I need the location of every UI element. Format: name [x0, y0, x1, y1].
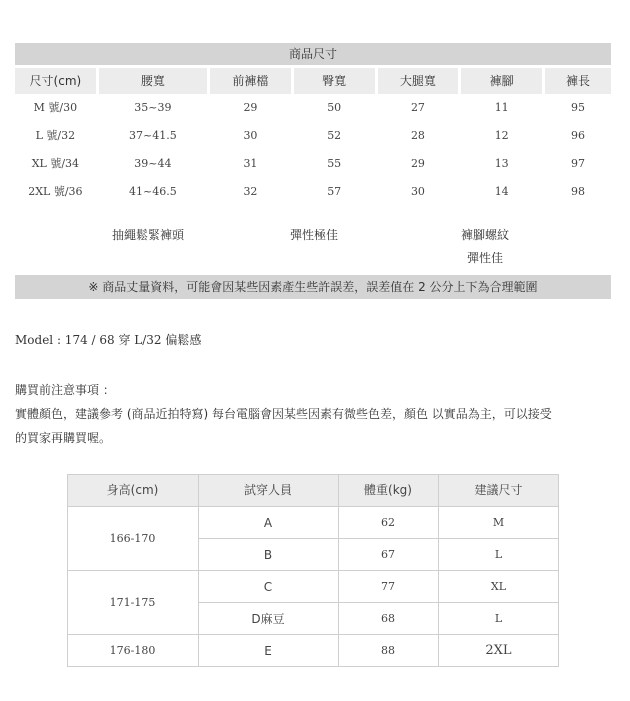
- table-cell: 31: [243, 157, 258, 170]
- table-cell: 29: [243, 101, 258, 114]
- table-cell: 2XL 號/36: [28, 185, 83, 198]
- table-cell: 95: [571, 101, 586, 114]
- header-waist: 腰寬: [99, 68, 207, 94]
- fit-size: 2XL: [485, 643, 512, 658]
- size-table-title: 商品尺寸: [15, 43, 611, 65]
- height-group: 171-175: [109, 596, 156, 609]
- height-group: 176-180: [109, 644, 156, 657]
- feature-elasticity: 彈性極佳: [289, 228, 338, 242]
- table-cell: 55: [327, 157, 342, 170]
- fit-header-weight: 體重(kg): [364, 483, 412, 497]
- table-cell: M 號/30: [33, 101, 78, 114]
- header-hip: 臀寬: [294, 68, 375, 94]
- table-cell: 28: [410, 129, 425, 142]
- fit-header-size: 建議尺寸: [474, 483, 523, 497]
- table-cell: XL 號/34: [31, 157, 80, 170]
- table-row: [15, 94, 611, 122]
- fit-weight: 62: [381, 516, 395, 529]
- feature-cuff-line2: 彈性佳: [466, 251, 503, 265]
- measurement-disclaimer: ※ 商品丈量資料，可能會因某些因素產生些許誤差，誤差值在 2 公分上下為合理範圍: [15, 275, 611, 299]
- table-cell: 13: [494, 157, 509, 170]
- feature-waist: 抽繩鬆緊褲頭: [111, 228, 184, 242]
- table-cell: 37~41.5: [129, 129, 177, 142]
- table-cell: 52: [327, 129, 342, 142]
- header-thigh: 大腿寬: [378, 68, 459, 94]
- size-table-header: [15, 68, 611, 94]
- model-info: Model : 174 / 68 穿 L/32 偏鬆感: [15, 333, 202, 347]
- fit-person: A: [263, 516, 273, 530]
- table-cell: 98: [571, 185, 586, 198]
- fit-size: L: [494, 548, 503, 561]
- table-cell: 11: [494, 101, 509, 114]
- header-size: 尺寸(cm): [15, 68, 96, 94]
- fit-person: D麻豆: [251, 612, 285, 626]
- table-cell: 27: [410, 101, 425, 114]
- header-hem: 褲腳: [461, 68, 542, 94]
- table-cell: 96: [571, 129, 586, 142]
- table-cell: 14: [494, 185, 509, 198]
- notice-title: 購買前注意事項 ：: [15, 383, 115, 397]
- table-row: [15, 178, 611, 206]
- table-row: [15, 150, 611, 178]
- feature-cuff-line1: 褲腳螺紋: [460, 228, 509, 242]
- table-cell: 41~46.5: [129, 185, 177, 198]
- fit-weight: 77: [381, 580, 395, 593]
- fit-table: [67, 474, 559, 667]
- notice-line-1: 實體顏色，建議參考 (商品近拍特寫) 每台電腦會因某些因素有微些色差，顏色 以實品為主，可以接受: [15, 407, 552, 421]
- fit-person: E: [264, 644, 272, 658]
- fit-weight: 68: [381, 612, 395, 625]
- fit-size: XL: [490, 580, 507, 593]
- table-cell: 97: [571, 157, 586, 170]
- fit-header-person: 試穿人員: [243, 483, 292, 497]
- fit-size: L: [494, 612, 503, 625]
- notice-line-2: 的買家再購買喔。: [15, 431, 112, 445]
- table-cell: 35~39: [134, 101, 172, 114]
- fit-weight: 88: [381, 644, 395, 657]
- table-row: [15, 122, 611, 150]
- height-group: 166-170: [109, 532, 156, 545]
- table-cell: 30: [410, 185, 425, 198]
- table-cell: L 號/32: [35, 129, 76, 142]
- fit-person: B: [263, 548, 273, 562]
- fit-header-height: 身高(cm): [106, 483, 159, 497]
- table-cell: 32: [243, 185, 258, 198]
- table-cell: 30: [243, 129, 258, 142]
- table-cell: 12: [494, 129, 509, 142]
- fit-size: M: [492, 516, 505, 529]
- table-cell: 29: [410, 157, 425, 170]
- fit-person: C: [263, 580, 273, 594]
- table-cell: 57: [327, 185, 342, 198]
- fit-weight: 67: [381, 548, 395, 561]
- table-cell: 50: [327, 101, 342, 114]
- header-length: 褲長: [545, 68, 611, 94]
- table-cell: 39~44: [134, 157, 172, 170]
- header-front-rise: 前褲檔: [210, 68, 291, 94]
